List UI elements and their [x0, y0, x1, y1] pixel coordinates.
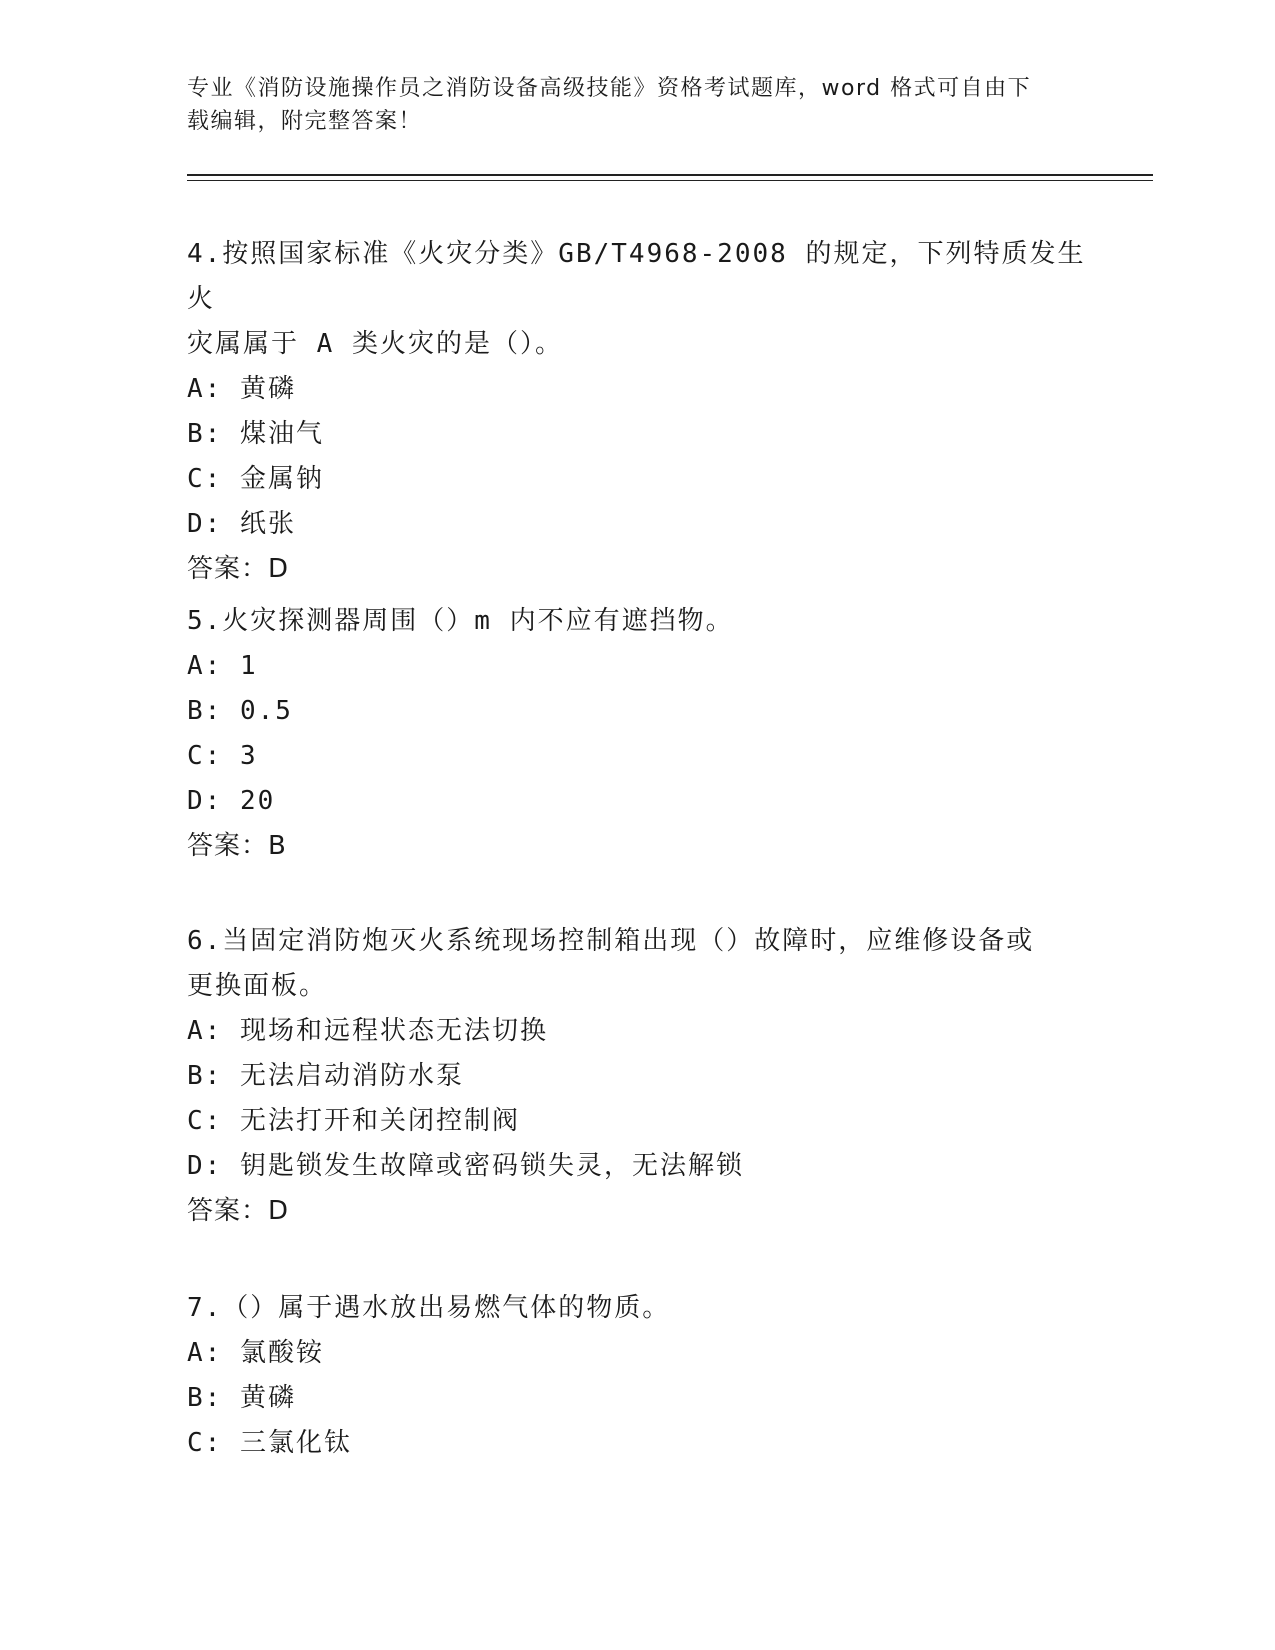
option-b: B: 煤油气: [187, 419, 324, 449]
question-7: [187, 1286, 1087, 1466]
option-b: B: 无法启动消防水泵: [187, 1061, 464, 1091]
option-d: D: 纸张: [187, 509, 296, 539]
answer-label: 答案：B: [187, 831, 287, 861]
question-stem-line-1: 4.按照国家标准《火灾分类》GB/T4968-2008 的规定，下列特质发生火: [187, 239, 1086, 314]
option-a: A: 黄磷: [187, 374, 296, 404]
option-b: B: 黄磷: [187, 1383, 296, 1413]
option-c: C: 金属钠: [187, 464, 324, 494]
question-6: [187, 919, 1087, 1234]
question-stem-line-1: 7.（）属于遇水放出易燃气体的物质。: [187, 1293, 671, 1323]
question-stem-line-1: 5.火灾探测器周围（）m 内不应有遮挡物。: [187, 606, 734, 636]
header-line-1: 专业《消防设施操作员之消防设备高级技能》资格考试题库，word 格式可自由下: [187, 76, 1032, 101]
question-stem-line-1: 6.当固定消防炮灭火系统现场控制箱出现（）故障时，应维修设备或: [187, 926, 1035, 956]
answer-label: 答案：D: [187, 1196, 290, 1226]
option-c: C: 3: [187, 741, 258, 771]
document-header: [187, 72, 1067, 138]
option-b: B: 0.5: [187, 696, 293, 726]
option-c: C: 无法打开和关闭控制阀: [187, 1106, 520, 1136]
header-divider-thin: [187, 180, 1153, 181]
option-c: C: 三氯化钛: [187, 1428, 352, 1458]
header-line-2: 载编辑，附完整答案！: [187, 109, 423, 134]
option-a: A: 1: [187, 651, 258, 681]
option-d: D: 20: [187, 786, 276, 816]
option-d: D: 钥匙锁发生故障或密码锁失灵，无法解锁: [187, 1151, 744, 1181]
question-4: [187, 232, 1087, 592]
question-5: [187, 599, 1087, 869]
answer-label: 答案：D: [187, 554, 290, 584]
header-divider-thick: [187, 174, 1153, 176]
option-a: A: 现场和远程状态无法切换: [187, 1016, 548, 1046]
option-a: A: 氯酸铵: [187, 1338, 324, 1368]
question-stem-line-2: 灾属属于 A 类火灾的是（）。: [187, 329, 563, 359]
question-stem-line-2: 更换面板。: [187, 971, 328, 1001]
